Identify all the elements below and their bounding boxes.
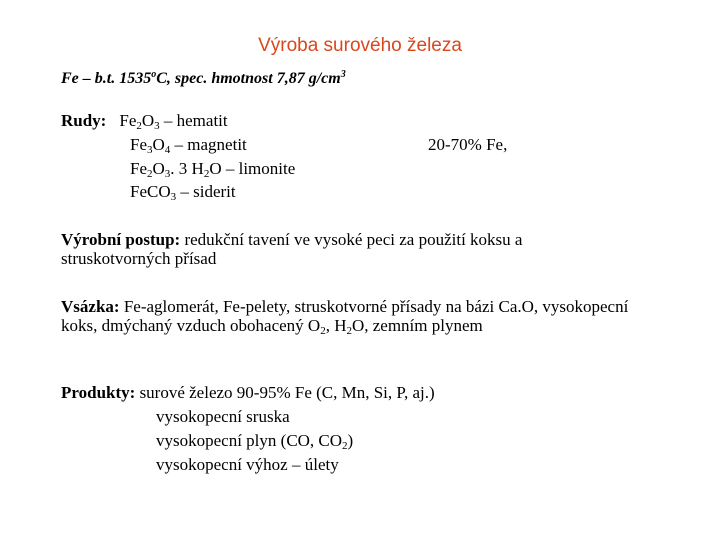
dash: – xyxy=(78,70,95,87)
charge-label: Vsázka: xyxy=(61,297,120,316)
element-symbol: Fe xyxy=(61,70,79,87)
process-label: Výrobní postup: xyxy=(61,230,181,249)
density-exponent: 3 xyxy=(340,69,346,80)
production-process xyxy=(61,230,631,268)
charge-paragraph: Vsázka: Fe-aglomerát, Fe-pelety, struskotvorné přísady na bázi Ca.O, vysokopecní koks, dmýchaný vzduch obohacený $O_2$, $H_2O$, zemním plynem xyxy=(61,297,629,337)
product-gas: vysokopecní plyn (CO, $CO_2$) xyxy=(156,431,354,452)
melting-point: b.t. 1535 xyxy=(94,70,152,87)
ores-line-1 xyxy=(61,111,228,131)
ores-label: Rudy: xyxy=(61,111,107,130)
ore-magnetite: $Fe_3O_4$ – magnetit xyxy=(130,135,247,156)
density-text: C, spec. hmotnost 7,87 g/cm xyxy=(156,70,341,87)
ore-hematite: $Fe_2O_3$ – hematit xyxy=(119,111,228,132)
slide-title: Výroba surového železa xyxy=(258,35,462,56)
ore-siderite: FeCO$_3$ – siderit xyxy=(130,182,236,203)
degree-symbol: o xyxy=(151,69,157,80)
product-pig-iron: surové železo 90-95% Fe (C, Mn, Si, P, aj.) xyxy=(135,383,435,402)
product-slag: vysokopecní sruska xyxy=(156,407,290,426)
ore-limonite: $Fe_2O_3$. 3 $H_2O$ – limonite xyxy=(130,159,296,180)
product-dust: vysokopecní výhoz – úlety xyxy=(156,455,339,474)
process-text: redukční tavení ve vysoké peci za použití koksu a struskotvorných přísad xyxy=(61,230,523,268)
products-line-1 xyxy=(61,383,435,403)
ore-iron-content: 20-70% Fe, xyxy=(428,135,508,154)
iron-properties xyxy=(61,68,346,90)
products-label: Produkty: xyxy=(61,383,136,402)
